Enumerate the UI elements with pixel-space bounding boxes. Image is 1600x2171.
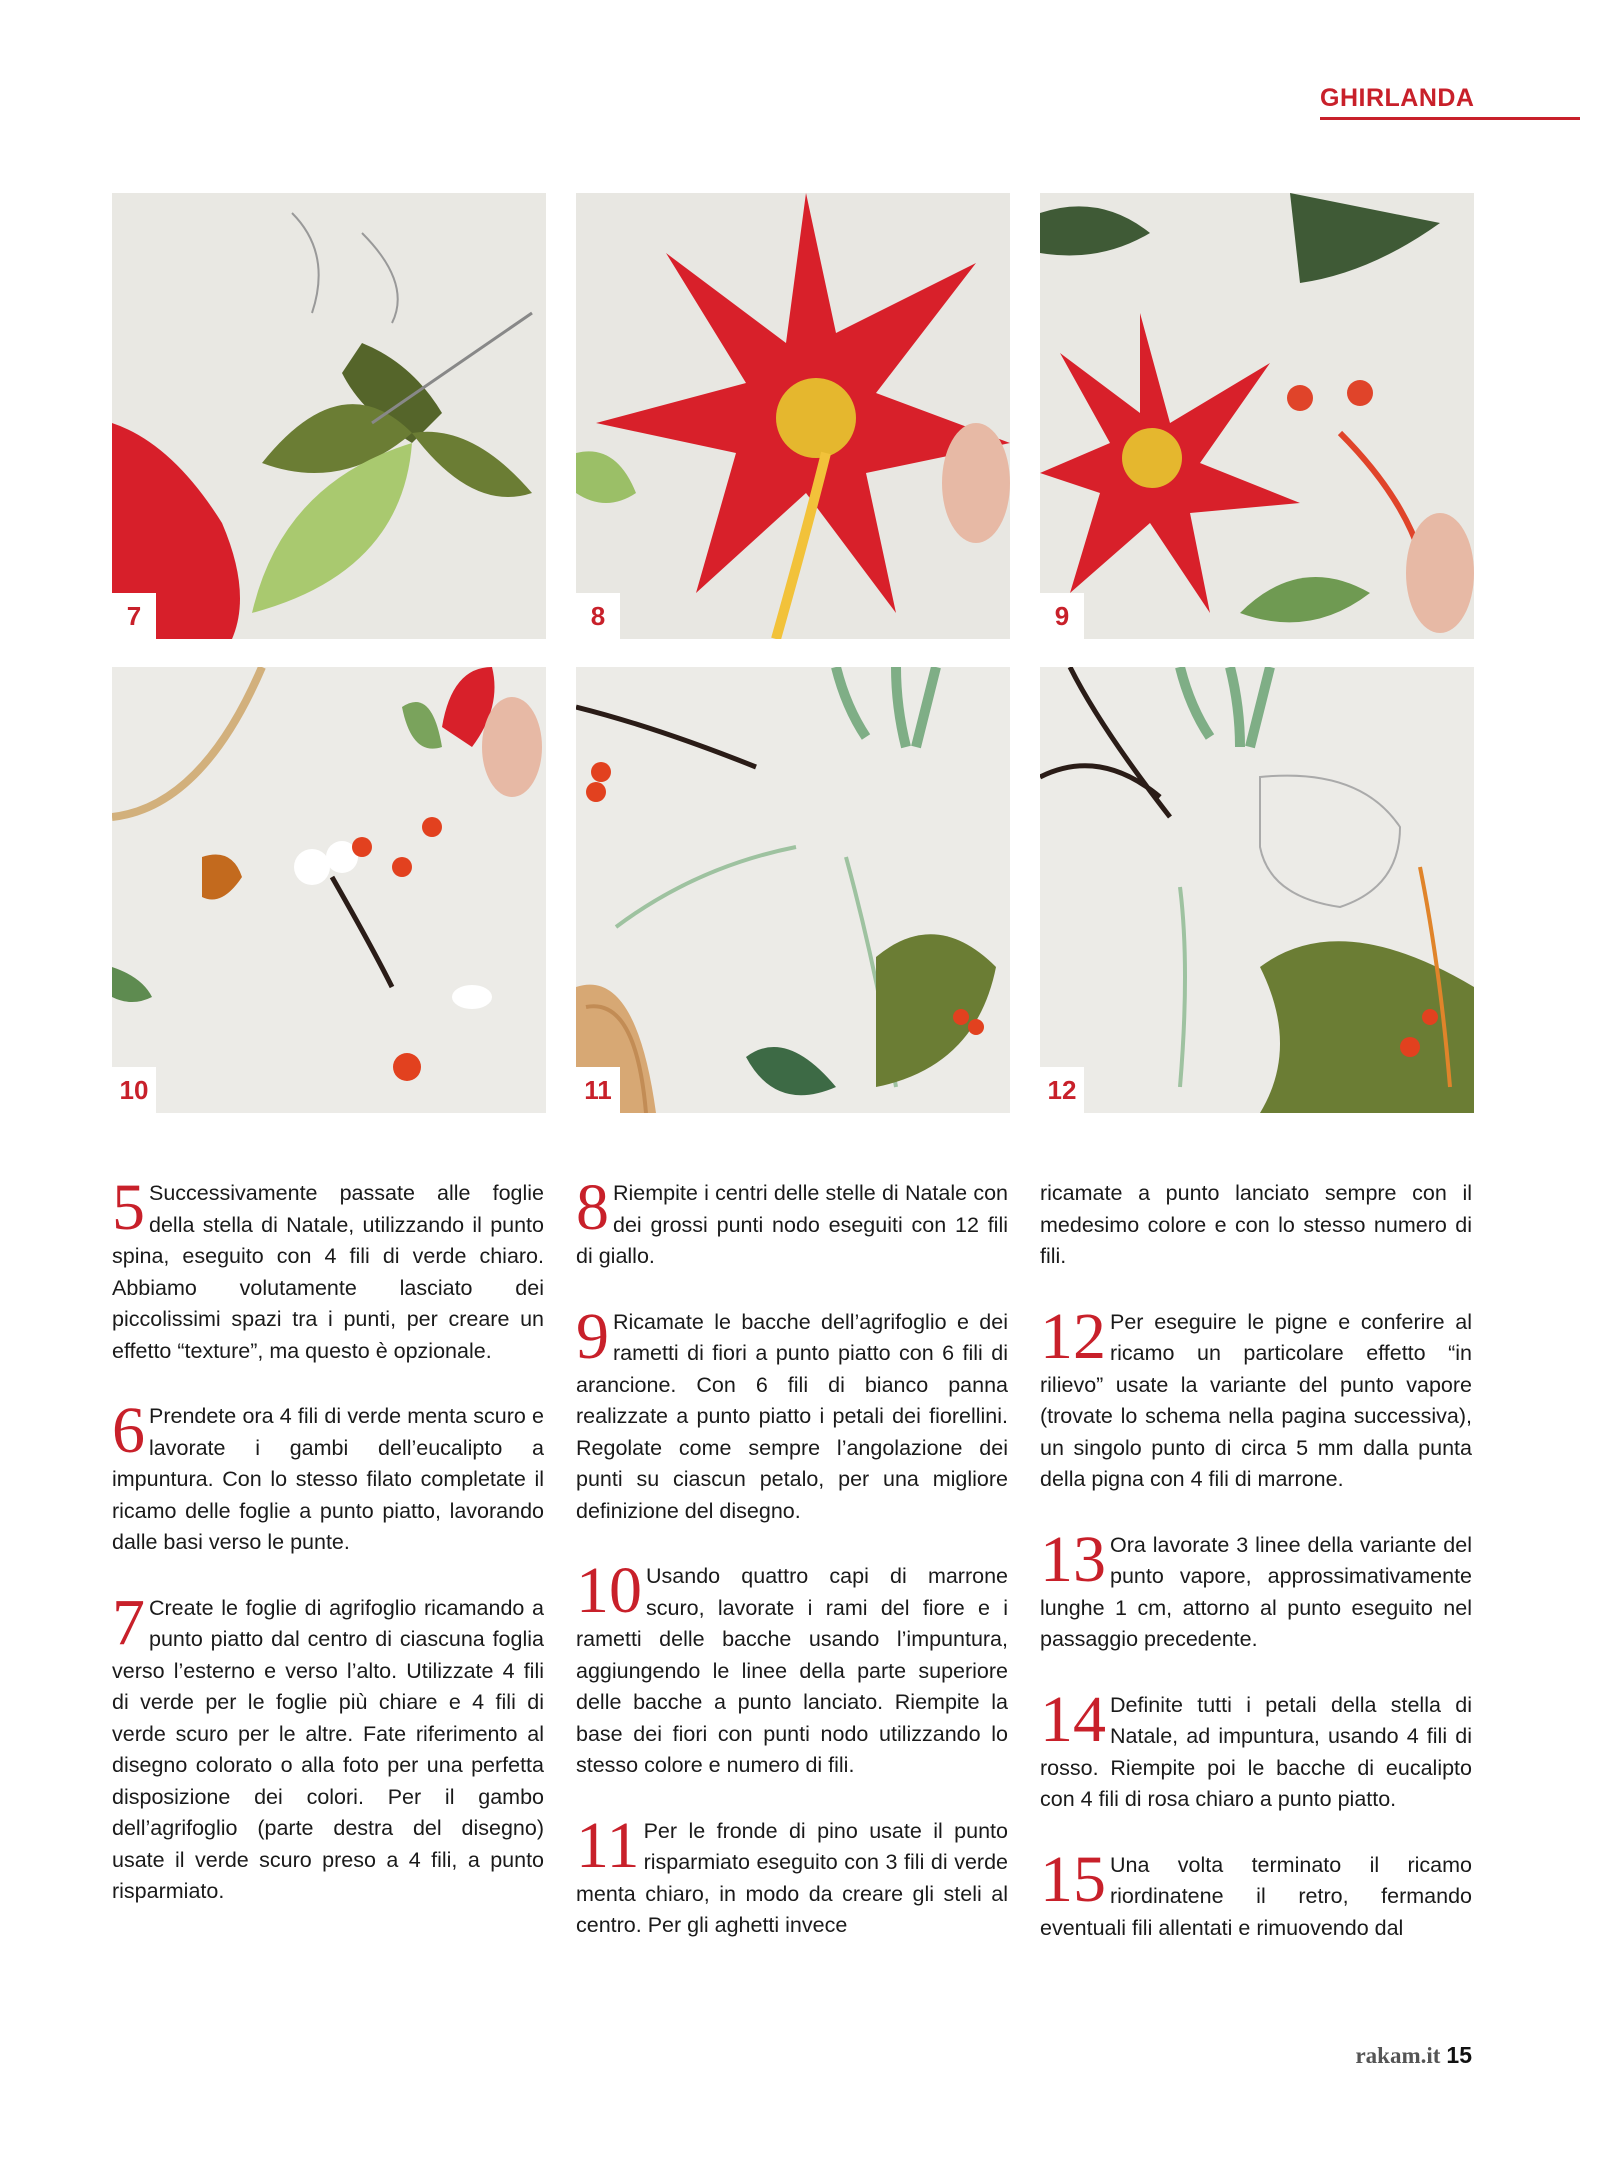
step-number: 11 <box>576 1808 640 1882</box>
photo-step-10 <box>112 667 546 1113</box>
photo-badge: 11 <box>576 1067 620 1113</box>
step-number: 6 <box>112 1394 145 1467</box>
step-text: Ora lavorate 3 linee della variante del punto vapore, approssimativamente lunghe 1 cm, attorno al punto eseguito nel passaggio precedente. <box>1040 1532 1472 1651</box>
step-5 <box>112 1171 544 1367</box>
text-column-3 <box>1040 1178 1472 1978</box>
flowers-berries-photo <box>112 667 546 1113</box>
step-number: 5 <box>112 1171 145 1244</box>
step-number: 10 <box>576 1554 642 1627</box>
step-text: Per le fronde di pino usate il punto risparmiato eseguito con 3 fili di verde menta chiaro, in modo da creare gli steli al centro. Per gli aghetti invece <box>576 1818 1008 1937</box>
header-rule <box>1320 117 1580 120</box>
step-10 <box>576 1554 1008 1782</box>
step-number: 15 <box>1040 1842 1106 1916</box>
photo-badge: 8 <box>576 593 620 639</box>
step-text: Create le foglie di agrifoglio ricamando a punto piatto dal centro di ciascuna foglia verso l’esterno e verso l’alto. Utilizzate 4 fili di verde per le foglie più chiare e 4 fili di verde scuro per le altre. Fate riferimento al disegno colorato o alla foto per una perfetta disposizione dei colori. Per il gambo dell’agrifoglio (parte destra del disegno) usate il verde scuro preso a 4 fili, a punto risparmiato. <box>112 1595 544 1903</box>
step-number: 8 <box>576 1171 609 1244</box>
photo-badge: 10 <box>112 1067 156 1113</box>
step-12 <box>1040 1299 1472 1496</box>
photo-step-8 <box>576 193 1010 639</box>
step-11-continued <box>1040 1178 1472 1273</box>
photo-step-12 <box>1040 667 1474 1113</box>
step-number: 7 <box>112 1585 145 1659</box>
photo-step-11 <box>576 667 1010 1113</box>
step-9 <box>576 1299 1008 1528</box>
text-column-2 <box>576 1171 1008 1976</box>
step-text: Riempite i centri delle stelle di Natale con dei grossi punti nodo eseguiti con 12 fili di giallo. <box>576 1181 1008 1268</box>
step-8 <box>576 1171 1008 1273</box>
section-header <box>1320 84 1580 120</box>
step-text: ricamate a punto lanciato sempre con il medesimo colore e con lo stesso numero di fili. <box>1040 1181 1472 1268</box>
page-footer <box>1355 2042 1472 2069</box>
footer-brand: rakam.it <box>1355 2043 1441 2068</box>
step-number: 9 <box>576 1299 609 1373</box>
photo-badge: 7 <box>112 593 156 639</box>
section-title: GHIRLANDA <box>1320 84 1475 112</box>
photo-badge: 9 <box>1040 593 1084 639</box>
step-11 <box>576 1808 1008 1942</box>
step-number: 13 <box>1040 1522 1106 1596</box>
text-column-1 <box>112 1171 544 1942</box>
step-text: Definite tutti i petali della stella di Natale, ad impuntura, usando 4 fili di rosso. Riempite poi le bacche di eucalipto con 4 fili di rosa chiaro a punto piatto. <box>1040 1692 1472 1811</box>
pine-fronds-photo <box>576 667 1010 1113</box>
step-number: 14 <box>1040 1682 1106 1756</box>
step-7 <box>112 1585 544 1908</box>
poinsettia-center-photo <box>576 193 1010 639</box>
page-number: 15 <box>1446 2042 1472 2068</box>
step-text: Per eseguire le pigne e conferire al ricamo un particolare effetto “in rilievo” usate la variante del punto vapore (trovate lo schema nella pagina successiva), un singolo punto di circa 5 mm dalla punta della pigna con 4 fili di marrone. <box>1040 1309 1472 1491</box>
step-13 <box>1040 1522 1472 1656</box>
photo-step-9 <box>1040 193 1474 639</box>
step-6 <box>112 1394 544 1559</box>
step-text: Prendete ora 4 fili di verde menta scuro e lavorate i gambi dell’eucalipto a impuntura. Con lo stesso filato completate il ricamo delle foglie a punto piatto, lavorando dalle basi verso le punte. <box>112 1404 544 1554</box>
photo-badge: 12 <box>1040 1067 1084 1113</box>
step-15 <box>1040 1842 1472 1945</box>
step-text: Successivamente passate alle foglie della stella di Natale, utilizzando il punto spina, eseguito con 4 fili di verde chiaro. Abbiamo volutamente lasciato dei piccolissimi spazi tra i punti, per creare un effetto “texture”, ma questo è opzionale. <box>112 1181 544 1363</box>
step-number: 12 <box>1040 1299 1106 1373</box>
step-14 <box>1040 1682 1472 1816</box>
pinecone-photo <box>1040 667 1474 1113</box>
step-text: Una volta terminato il ricamo riordinatene il retro, fermando eventuali fili allentati e rimuovendo dal <box>1040 1852 1472 1940</box>
poinsettia-berries-photo <box>1040 193 1474 639</box>
leaf-embroidery-photo <box>112 193 546 639</box>
step-text: Ricamate le bacche dell’agrifoglio e dei rametti di fiori a punto piatto con 6 fili di arancione. Con 6 fili di bianco panna realizzate a punto piatto i petali dei fiorellini. Regolate come sempre l’angolazione dei punti su ciascun petalo, per una migliore definizione del disegno. <box>576 1309 1008 1523</box>
photo-step-7 <box>112 193 546 639</box>
step-text: Usando quattro capi di marrone scuro, lavorate i rami del fiore e i rametti delle bacche usando l’impuntura, aggiungendo le linee della parte superiore delle bacche a punto lanciato. Riempite la base dei fiori con punti nodo utilizzando lo stesso colore e numero di fili. <box>576 1564 1008 1777</box>
